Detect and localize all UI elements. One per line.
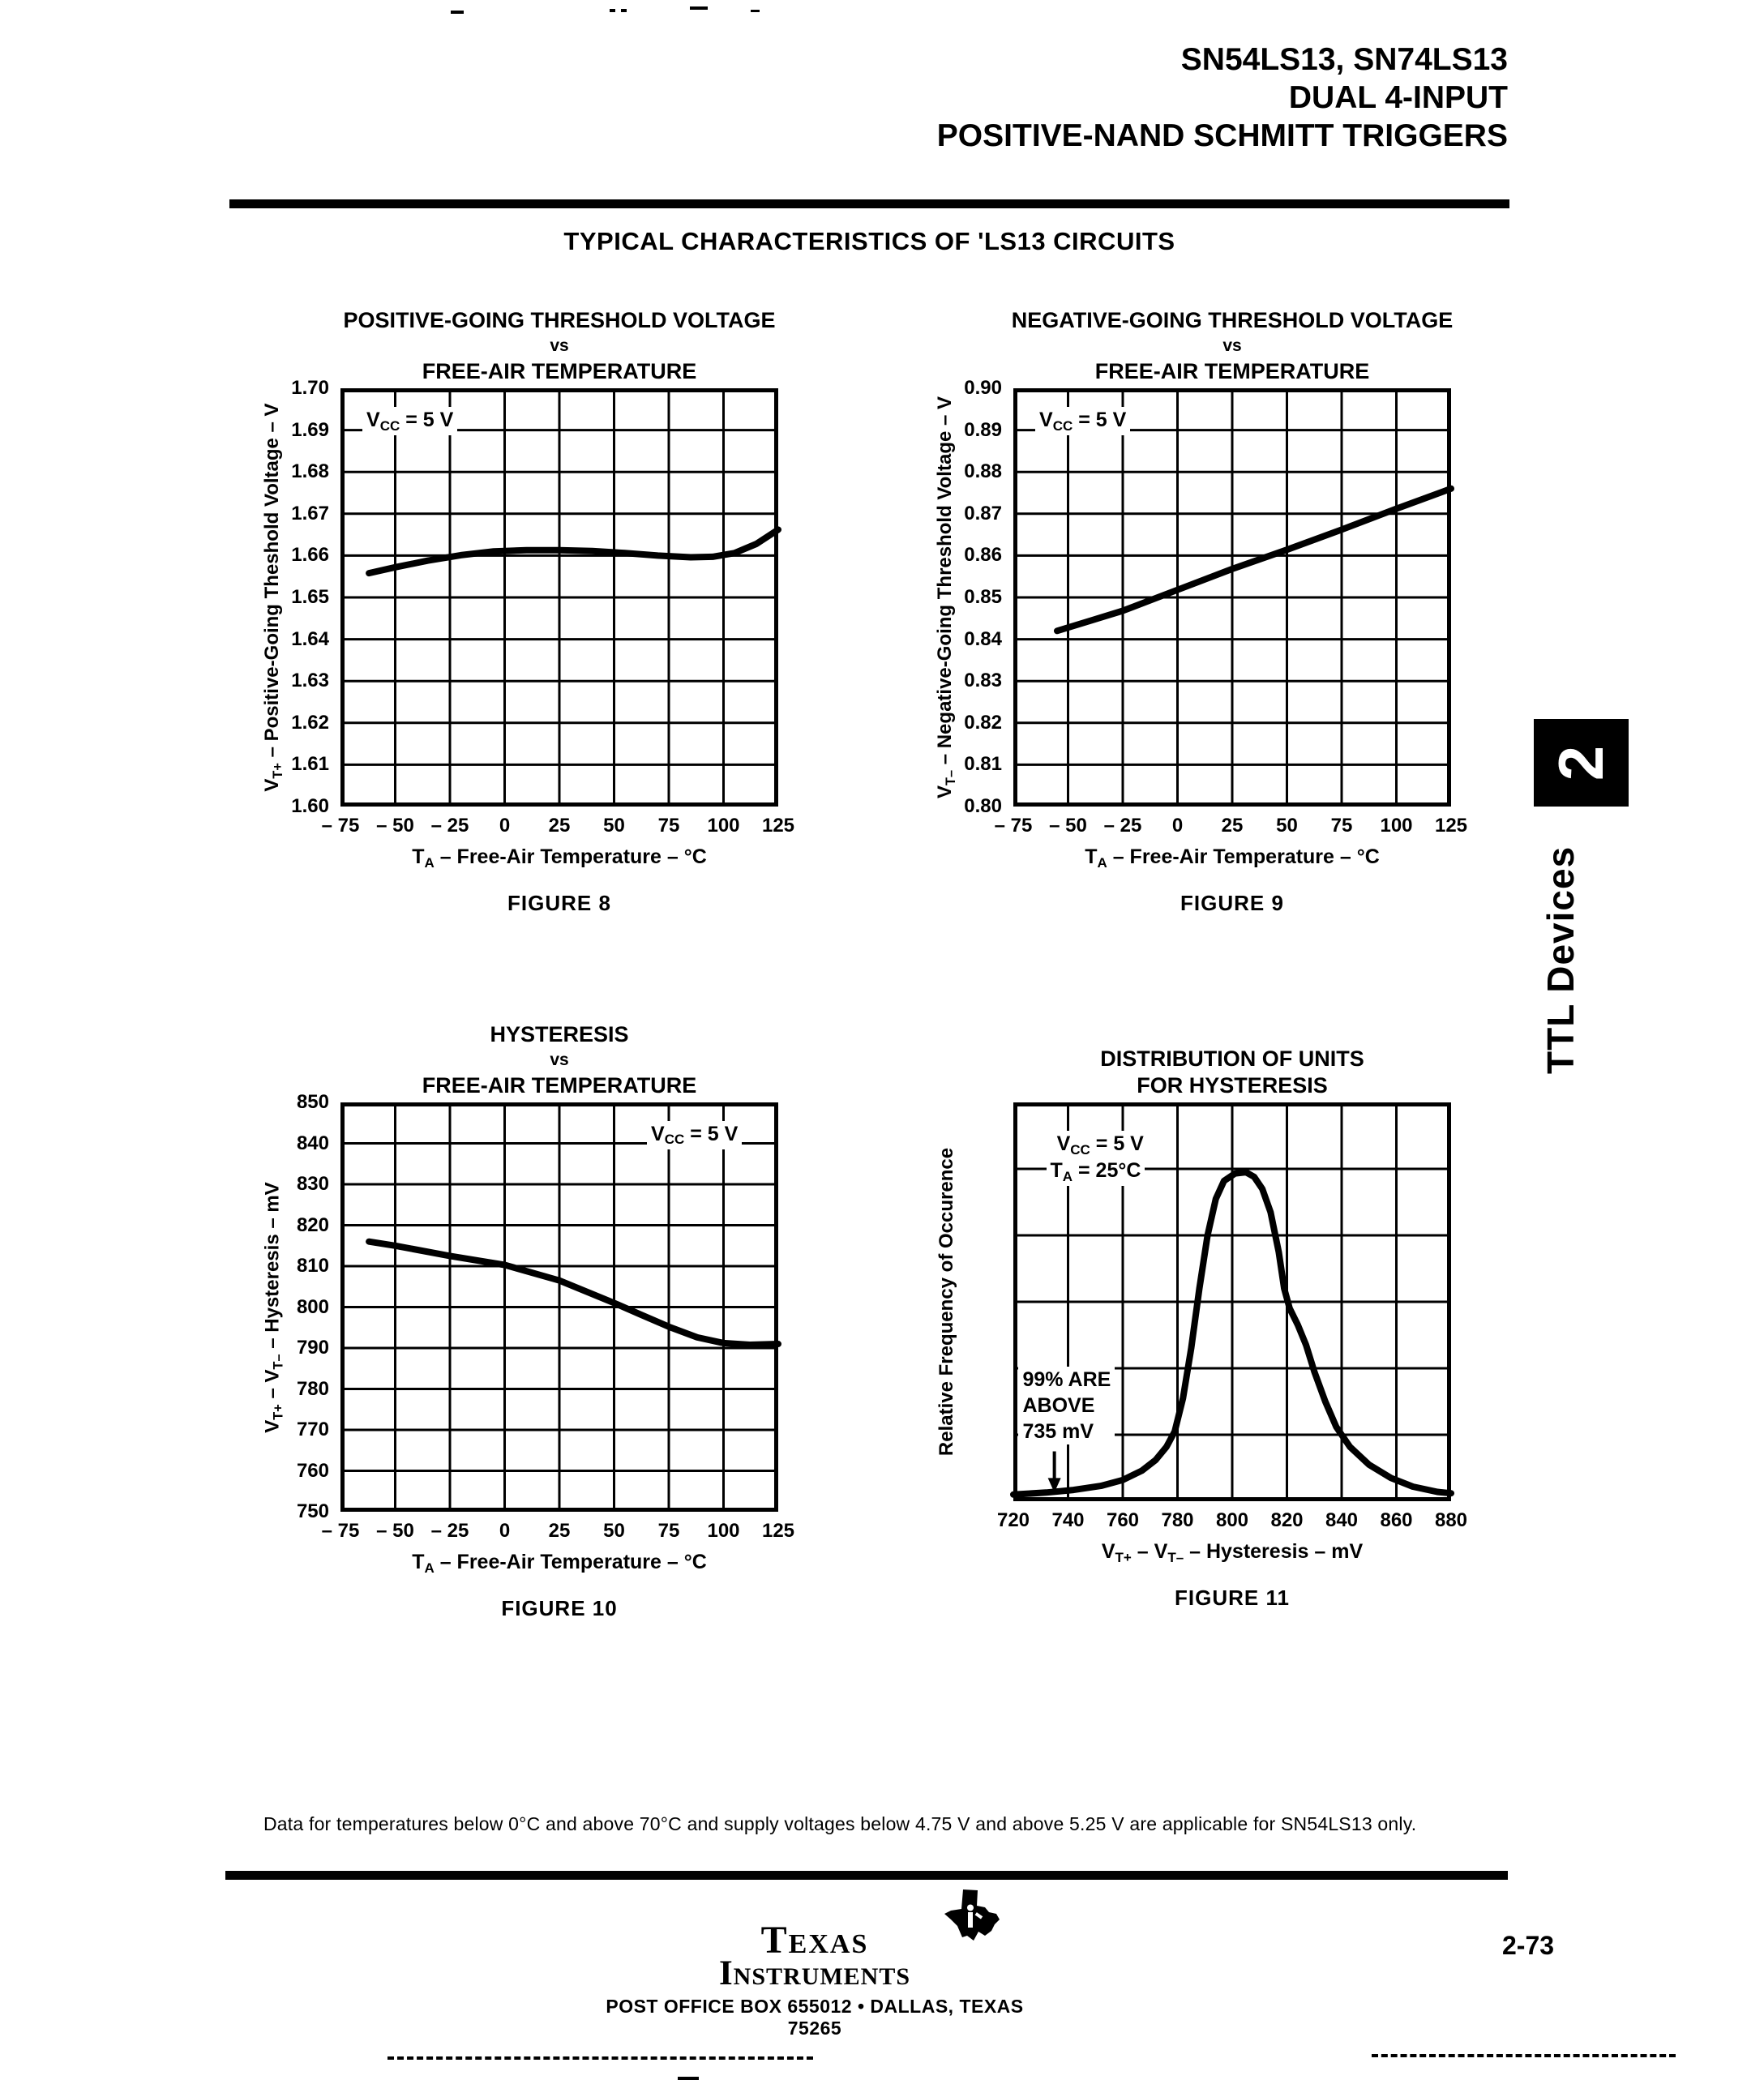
y-axis-label: $V_{T-}$ – Negative-Going Threshold Voltage – V	[934, 396, 958, 799]
plot-annotation: $V_{CC} = 5$ V	[1035, 407, 1130, 435]
x-tick-label: – 25	[430, 1520, 469, 1542]
x-axis-label: $T_A$ – Free-Air Temperature – °C	[1085, 845, 1380, 871]
figure-caption: FIGURE 10	[501, 1596, 618, 1620]
figure-9	[916, 301, 1484, 957]
x-tick-label: 125	[1434, 815, 1468, 837]
y-tick-label: 1.62	[291, 711, 329, 734]
part-numbers: SN54LS13, SN74LS13	[1180, 42, 1508, 77]
y-tick-label: 0.81	[964, 753, 1002, 776]
figure-8	[243, 301, 811, 957]
y-axis-label: $V_{T+} - V_{T-}$ – Hysteresis – mV	[261, 1181, 285, 1433]
chart-title	[292, 301, 827, 385]
x-tick-label: 780	[1161, 1509, 1194, 1531]
x-tick-label: – 75	[994, 815, 1033, 837]
x-tick-label: 100	[707, 1520, 740, 1542]
scan-artifact	[751, 10, 760, 12]
device-description: POSITIVE-NAND SCHMITT TRIGGERS	[936, 118, 1508, 153]
figure-caption: FIGURE 11	[1175, 1586, 1290, 1610]
x-tick-label: 125	[761, 815, 795, 837]
x-tick-label: 50	[603, 815, 625, 837]
plot-annotation: $V_{CC} = 5$ V	[362, 407, 457, 435]
figure-caption: FIGURE 8	[507, 891, 611, 915]
x-tick-label: 860	[1380, 1509, 1413, 1531]
y-tick-label: 0.82	[964, 711, 1002, 734]
figure-caption: FIGURE 9	[1180, 891, 1284, 915]
x-tick-label: – 50	[376, 815, 414, 837]
x-tick-label: 75	[1330, 815, 1353, 837]
page-title: TYPICAL CHARACTERISTICS OF 'LS13 CIRCUITS	[563, 227, 1175, 255]
x-tick-label: 75	[657, 1520, 680, 1542]
x-tick-label: 820	[1270, 1509, 1304, 1531]
y-tick-label: 0.88	[964, 460, 1002, 483]
x-tick-label: 720	[996, 1509, 1030, 1531]
y-tick-label: 820	[296, 1213, 329, 1236]
x-tick-label: 100	[707, 815, 740, 837]
chart-title-line: NEGATIVE-GOING THRESHOLD VOLTAGE	[1011, 308, 1454, 332]
y-tick-label: 800	[296, 1295, 329, 1318]
y-tick-label: 850	[296, 1091, 329, 1113]
figure-10	[243, 1015, 811, 1671]
y-axis-label: $V_{T+}$ – Positive-Going Theshold Voltage – V	[261, 403, 285, 792]
x-tick-label: 760	[1106, 1509, 1140, 1531]
scan-artifact	[610, 9, 615, 12]
y-tick-label: 780	[296, 1377, 329, 1400]
x-tick-label: – 50	[1049, 815, 1087, 837]
y-axis-label: Relative Frequency of Occurence	[936, 1147, 957, 1457]
chart-title-line: FREE-AIR TEMPERATURE	[422, 1073, 697, 1098]
chart-plot	[1013, 388, 1451, 807]
y-tick-label: 760	[296, 1459, 329, 1482]
x-axis-label: $T_A$ – Free-Air Temperature – °C	[412, 1551, 707, 1576]
y-tick-label: 840	[296, 1132, 329, 1154]
device-type: DUAL 4-INPUT	[1288, 80, 1508, 115]
x-tick-label: 25	[1221, 815, 1244, 837]
y-tick-label: 750	[296, 1500, 329, 1522]
section-tab	[1534, 719, 1629, 807]
horizontal-rule	[225, 1871, 1508, 1880]
y-tick-label: 0.80	[964, 795, 1002, 817]
x-axis-label: $T_A$ – Free-Air Temperature – °C	[412, 845, 707, 871]
page-number: 2-73	[1502, 1931, 1555, 1960]
y-tick-label: 810	[296, 1255, 329, 1277]
y-tick-label: 1.70	[291, 377, 329, 399]
y-tick-label: 1.61	[291, 753, 329, 776]
footnote: Data for temperatures below 0°C and above 70°C and supply voltages below 4.75 V and above 5.25 V are applicable for SN54LS13 only.	[263, 1813, 1417, 1834]
y-tick-label: 1.60	[291, 795, 329, 817]
data-curve	[1057, 489, 1451, 631]
scan-artifact	[621, 9, 627, 12]
scan-artifact	[678, 2077, 699, 2080]
figure-11	[918, 1015, 1485, 1671]
chart-title-line: FREE-AIR TEMPERATURE	[422, 359, 697, 383]
y-tick-label: 0.87	[964, 502, 1002, 524]
brand-texas: Texas	[760, 1919, 869, 1962]
y-tick-label: 1.69	[291, 418, 329, 441]
chart-plot	[340, 388, 778, 807]
scan-artifact	[690, 6, 708, 10]
y-tick-label: 0.84	[964, 627, 1002, 650]
chart-title-line: vs	[550, 1051, 569, 1069]
y-tick-label: 1.65	[291, 586, 329, 608]
x-tick-label: 840	[1325, 1509, 1359, 1531]
x-tick-label: – 25	[1103, 815, 1142, 837]
x-tick-label: 880	[1434, 1509, 1468, 1531]
scan-artifact	[451, 11, 464, 14]
chart-title-line: vs	[1222, 336, 1242, 355]
chart-title-line: vs	[550, 336, 569, 355]
y-tick-label: 1.63	[291, 670, 329, 692]
plot-annotation: $V_{CC} = 5$ V	[647, 1121, 742, 1149]
x-tick-label: 125	[761, 1520, 795, 1542]
x-tick-label: 0	[499, 815, 511, 837]
x-tick-label: – 75	[321, 815, 360, 837]
y-tick-label: 1.67	[291, 502, 329, 524]
y-tick-label: 830	[296, 1173, 329, 1195]
chart-title-line: FOR HYSTERESIS	[1137, 1073, 1328, 1098]
x-tick-label: – 75	[321, 1520, 360, 1542]
y-tick-label: 0.86	[964, 544, 1002, 567]
chart-title	[965, 1015, 1500, 1099]
data-curve	[369, 529, 778, 573]
y-tick-label: 0.85	[964, 586, 1002, 608]
x-tick-label: 25	[548, 1520, 571, 1542]
x-tick-label: 25	[548, 815, 571, 837]
address-line: POST OFFICE BOX 655012 • DALLAS, TEXAS 75265	[606, 1996, 1024, 2039]
chart-title-line: POSITIVE-GOING THRESHOLD VOLTAGE	[343, 308, 776, 332]
x-tick-label: 0	[499, 1520, 511, 1542]
scan-artifact	[1372, 2054, 1676, 2057]
y-tick-label: 1.66	[291, 544, 329, 567]
plot-annotation: 99% ARE ABOVE 735 mV	[1018, 1367, 1115, 1444]
x-axis-label: $V_{T+} - V_{T-}$ – Hysteresis – mV	[1101, 1540, 1364, 1565]
document-header	[937, 41, 1508, 155]
plot-annotation: $T_A = 25^\circ C$	[1047, 1158, 1145, 1186]
y-tick-label: 0.90	[964, 377, 1002, 399]
plot-annotation: $V_{CC} = 5$ V	[1053, 1131, 1148, 1159]
y-tick-label: 0.83	[964, 670, 1002, 692]
x-tick-label: 75	[657, 815, 680, 837]
chart-title-line: FREE-AIR TEMPERATURE	[1094, 359, 1370, 383]
chart-plot	[340, 1102, 778, 1512]
brand-instruments: Instruments	[718, 1954, 911, 1992]
x-tick-label: 100	[1380, 815, 1413, 837]
scan-artifact	[387, 2056, 813, 2060]
chart-title	[292, 1015, 827, 1099]
y-tick-label: 790	[296, 1337, 329, 1359]
x-tick-label: 50	[603, 1520, 625, 1542]
chart-title-line: DISTRIBUTION OF UNITS	[1100, 1046, 1364, 1071]
data-curve	[369, 1242, 778, 1345]
x-tick-label: – 50	[376, 1520, 414, 1542]
texas-state-logo-icon	[943, 1889, 1001, 1946]
x-tick-label: 50	[1276, 815, 1298, 837]
y-tick-label: 1.64	[291, 627, 329, 650]
y-tick-label: 0.89	[964, 418, 1002, 441]
y-tick-label: 1.68	[291, 460, 329, 483]
horizontal-rule	[229, 199, 1509, 208]
section-tab-label: TTL Devices	[1539, 845, 1582, 1075]
section-tab-number: 2	[1544, 745, 1616, 781]
x-tick-label: 800	[1215, 1509, 1249, 1531]
chart-title	[965, 301, 1500, 385]
y-tick-label: 770	[296, 1419, 329, 1440]
chart-title-line: HYSTERESIS	[490, 1022, 629, 1046]
x-tick-label: 0	[1171, 815, 1184, 837]
x-tick-label: 740	[1051, 1509, 1085, 1531]
x-tick-label: – 25	[430, 815, 469, 837]
